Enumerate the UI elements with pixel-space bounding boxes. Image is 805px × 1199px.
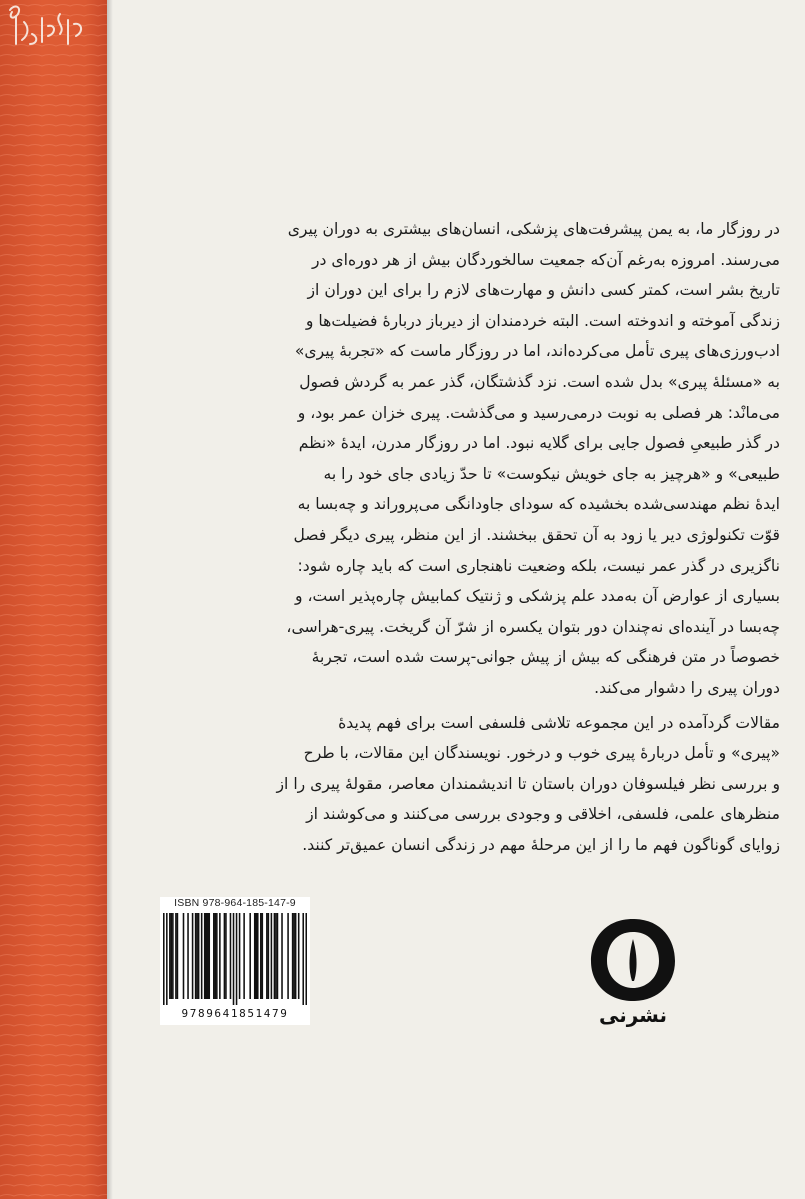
barcode-bar bbox=[192, 913, 194, 999]
blurb-line: مقالات گردآمده در این مجموعه تلاشی فلسفی است برای فهم پدیدهٔ bbox=[338, 713, 780, 732]
barcode-bar bbox=[207, 913, 209, 999]
barcode-bar bbox=[243, 913, 245, 999]
blurb-line: قوّت تکنولوژی دیر یا زود به آن تحقق ببخشند. از این منظر، پیری دیگر فصل bbox=[293, 525, 780, 544]
barcode-bar bbox=[208, 913, 210, 999]
barcode-bar bbox=[169, 913, 171, 999]
blurb-line: و بررسی نظر فیلسوفان دوران باستان تا اندیشمندان معاصر، مقولهٔ پیری را از bbox=[276, 774, 780, 793]
barcode-bar bbox=[298, 913, 300, 999]
barcode-bar bbox=[305, 913, 307, 1005]
barcode-bar bbox=[230, 913, 232, 999]
barcode-bar bbox=[268, 913, 270, 999]
blurb-paragraph-1 bbox=[158, 214, 780, 704]
publisher-name: نشرنی bbox=[598, 1003, 668, 1027]
barcode-bar bbox=[205, 913, 207, 999]
barcode-bar bbox=[275, 913, 277, 999]
barcode-bar bbox=[255, 913, 257, 999]
blurb-paragraph-2 bbox=[158, 708, 780, 861]
barcode-bar bbox=[201, 913, 203, 999]
spine-signature-logo bbox=[0, 0, 90, 50]
barcode-bar bbox=[295, 913, 297, 999]
blurb-line: در گذر طبیعیِ فصول جایی برای گلایه نبود. اما در روزگار مدرن، ایدهٔ «نظم bbox=[298, 434, 780, 453]
barcode-bar bbox=[271, 913, 273, 999]
blurb-line: ایدهٔ نظم مهندسی‌شده بخشیده که سودای جاودانگی می‌پروراند و چه‌بسا به bbox=[297, 495, 780, 514]
book-spine bbox=[0, 0, 107, 1199]
blurb-line: ناگزیری در گذر عمر نیست، بلکه وضعیت ناهنجاری است که باید چاره شود: bbox=[297, 556, 780, 575]
barcode-bar bbox=[233, 913, 235, 1005]
barcode-bar bbox=[287, 913, 289, 999]
barcode-bar bbox=[257, 913, 259, 999]
blurb-line: ادب‌ورزی‌های پیری تأمل می‌کرده‌اند، اما در روزگار ماست که «تجربهٔ پیری» bbox=[294, 342, 780, 361]
barcode-bar bbox=[187, 913, 189, 999]
blurb-line: به «مسئلهٔ پیری» بدل شده است. نزد گذشتگان، گذر عمر به گردش فصول bbox=[299, 372, 780, 391]
isbn-number: ISBN 978-964-185-147-9 bbox=[174, 897, 296, 909]
barcode-bar bbox=[177, 913, 179, 999]
barcode-bars bbox=[163, 913, 307, 1005]
barcode-bar bbox=[163, 913, 165, 1005]
ney-publisher-logo-icon bbox=[583, 915, 683, 1005]
barcode-bar bbox=[292, 913, 294, 999]
barcode-bar bbox=[260, 913, 262, 999]
barcode-bar bbox=[302, 913, 304, 1005]
cover-fold-shadow bbox=[107, 0, 113, 1199]
barcode-bar bbox=[225, 913, 227, 999]
barcode-bar bbox=[175, 913, 177, 999]
barcode-bar bbox=[216, 913, 218, 999]
blurb-line: چه‌بسا در آینده‌ای نه‌چندان دور بتوان یکسره از شرّ آن گریخت. پیری-هراسی، bbox=[286, 617, 780, 636]
blurb-line: تاریخ بشر است، کمتر کسی دانش و مهارت‌های لازم را برای این دوران از bbox=[307, 281, 780, 300]
blurb-line: «پیری» و تأمل دربارهٔ پیری خوب و درخور. نویسندگان این مقالات، با طرح bbox=[303, 744, 780, 763]
blurb-line: طبیعی» و «هرچیز به جای خویش نیکوست» تا حدّ زیادی جای خود را به bbox=[323, 464, 780, 483]
barcode-bar bbox=[171, 913, 173, 999]
barcode-bar bbox=[213, 913, 215, 999]
barcode-bar bbox=[249, 913, 251, 999]
spine-wave-pattern bbox=[0, 0, 107, 1199]
barcode-bar bbox=[277, 913, 279, 999]
blurb-line: می‌رسند. امروزه به‌رغم آن‌که جمعیت سالخوردگان بیش از هر دوره‌ای در bbox=[311, 250, 780, 269]
barcode-bar bbox=[236, 913, 238, 1005]
publisher-logo bbox=[583, 915, 683, 1035]
barcode-bar bbox=[219, 913, 221, 999]
barcode-bar bbox=[254, 913, 256, 999]
barcode-bar bbox=[195, 913, 197, 999]
blurb-line: زوایای گوناگون فهم ما را از این مرحلهٔ مهم در زندگی انسان عمیق‌تر کنند. bbox=[302, 835, 780, 854]
back-cover-blurb bbox=[158, 214, 780, 860]
blurb-line: می‌مانْد: هر فصلی به نوبت درمی‌رسید و می‌گذشت. پیری خزان عمر بود، و bbox=[297, 403, 780, 422]
barcode-bar bbox=[196, 913, 198, 999]
barcode-bar bbox=[166, 913, 168, 1005]
barcode-bar bbox=[239, 913, 241, 999]
barcode-bar bbox=[204, 913, 206, 999]
blurb-line: زندگی آموخته و اندوخته است. البته خردمندان از دیرباز دربارهٔ فضیلت‌ها و bbox=[305, 311, 780, 330]
barcode-bar bbox=[183, 913, 185, 999]
barcode-bar bbox=[293, 913, 295, 999]
blurb-line: دوران پیری را دشوار می‌کند. bbox=[594, 678, 780, 697]
barcode-bar bbox=[274, 913, 276, 999]
barcode-bar bbox=[224, 913, 226, 999]
barcode-bar bbox=[198, 913, 200, 999]
blurb-line: در روزگار ما، به یمن پیشرفت‌های پزشکی، انسان‌های بیشتری به دوران پیری bbox=[287, 220, 780, 238]
isbn-barcode bbox=[160, 897, 310, 1025]
barcode-bar bbox=[262, 913, 264, 999]
blurb-line: بسیاری از عوارض آن به‌مدد علم پزشکی و ژنتیک کمابیش چاره‌پذیر است، و bbox=[294, 587, 780, 606]
barcode-bar bbox=[266, 913, 268, 999]
blurb-line: خصوصاً در متن فرهنگی که بیش از پیش جوانی-پرست شده است، تجربهٔ bbox=[311, 648, 780, 667]
barcode-bar bbox=[172, 913, 174, 999]
blurb-line: منظرهای علمی، فلسفی، اخلاقی و وجودی بررسی می‌کنند و می‌کوشند از bbox=[306, 805, 780, 824]
ean-number: 9789641851479 bbox=[181, 1007, 289, 1020]
barcode-bar bbox=[215, 913, 217, 999]
barcode-bar bbox=[281, 913, 283, 999]
